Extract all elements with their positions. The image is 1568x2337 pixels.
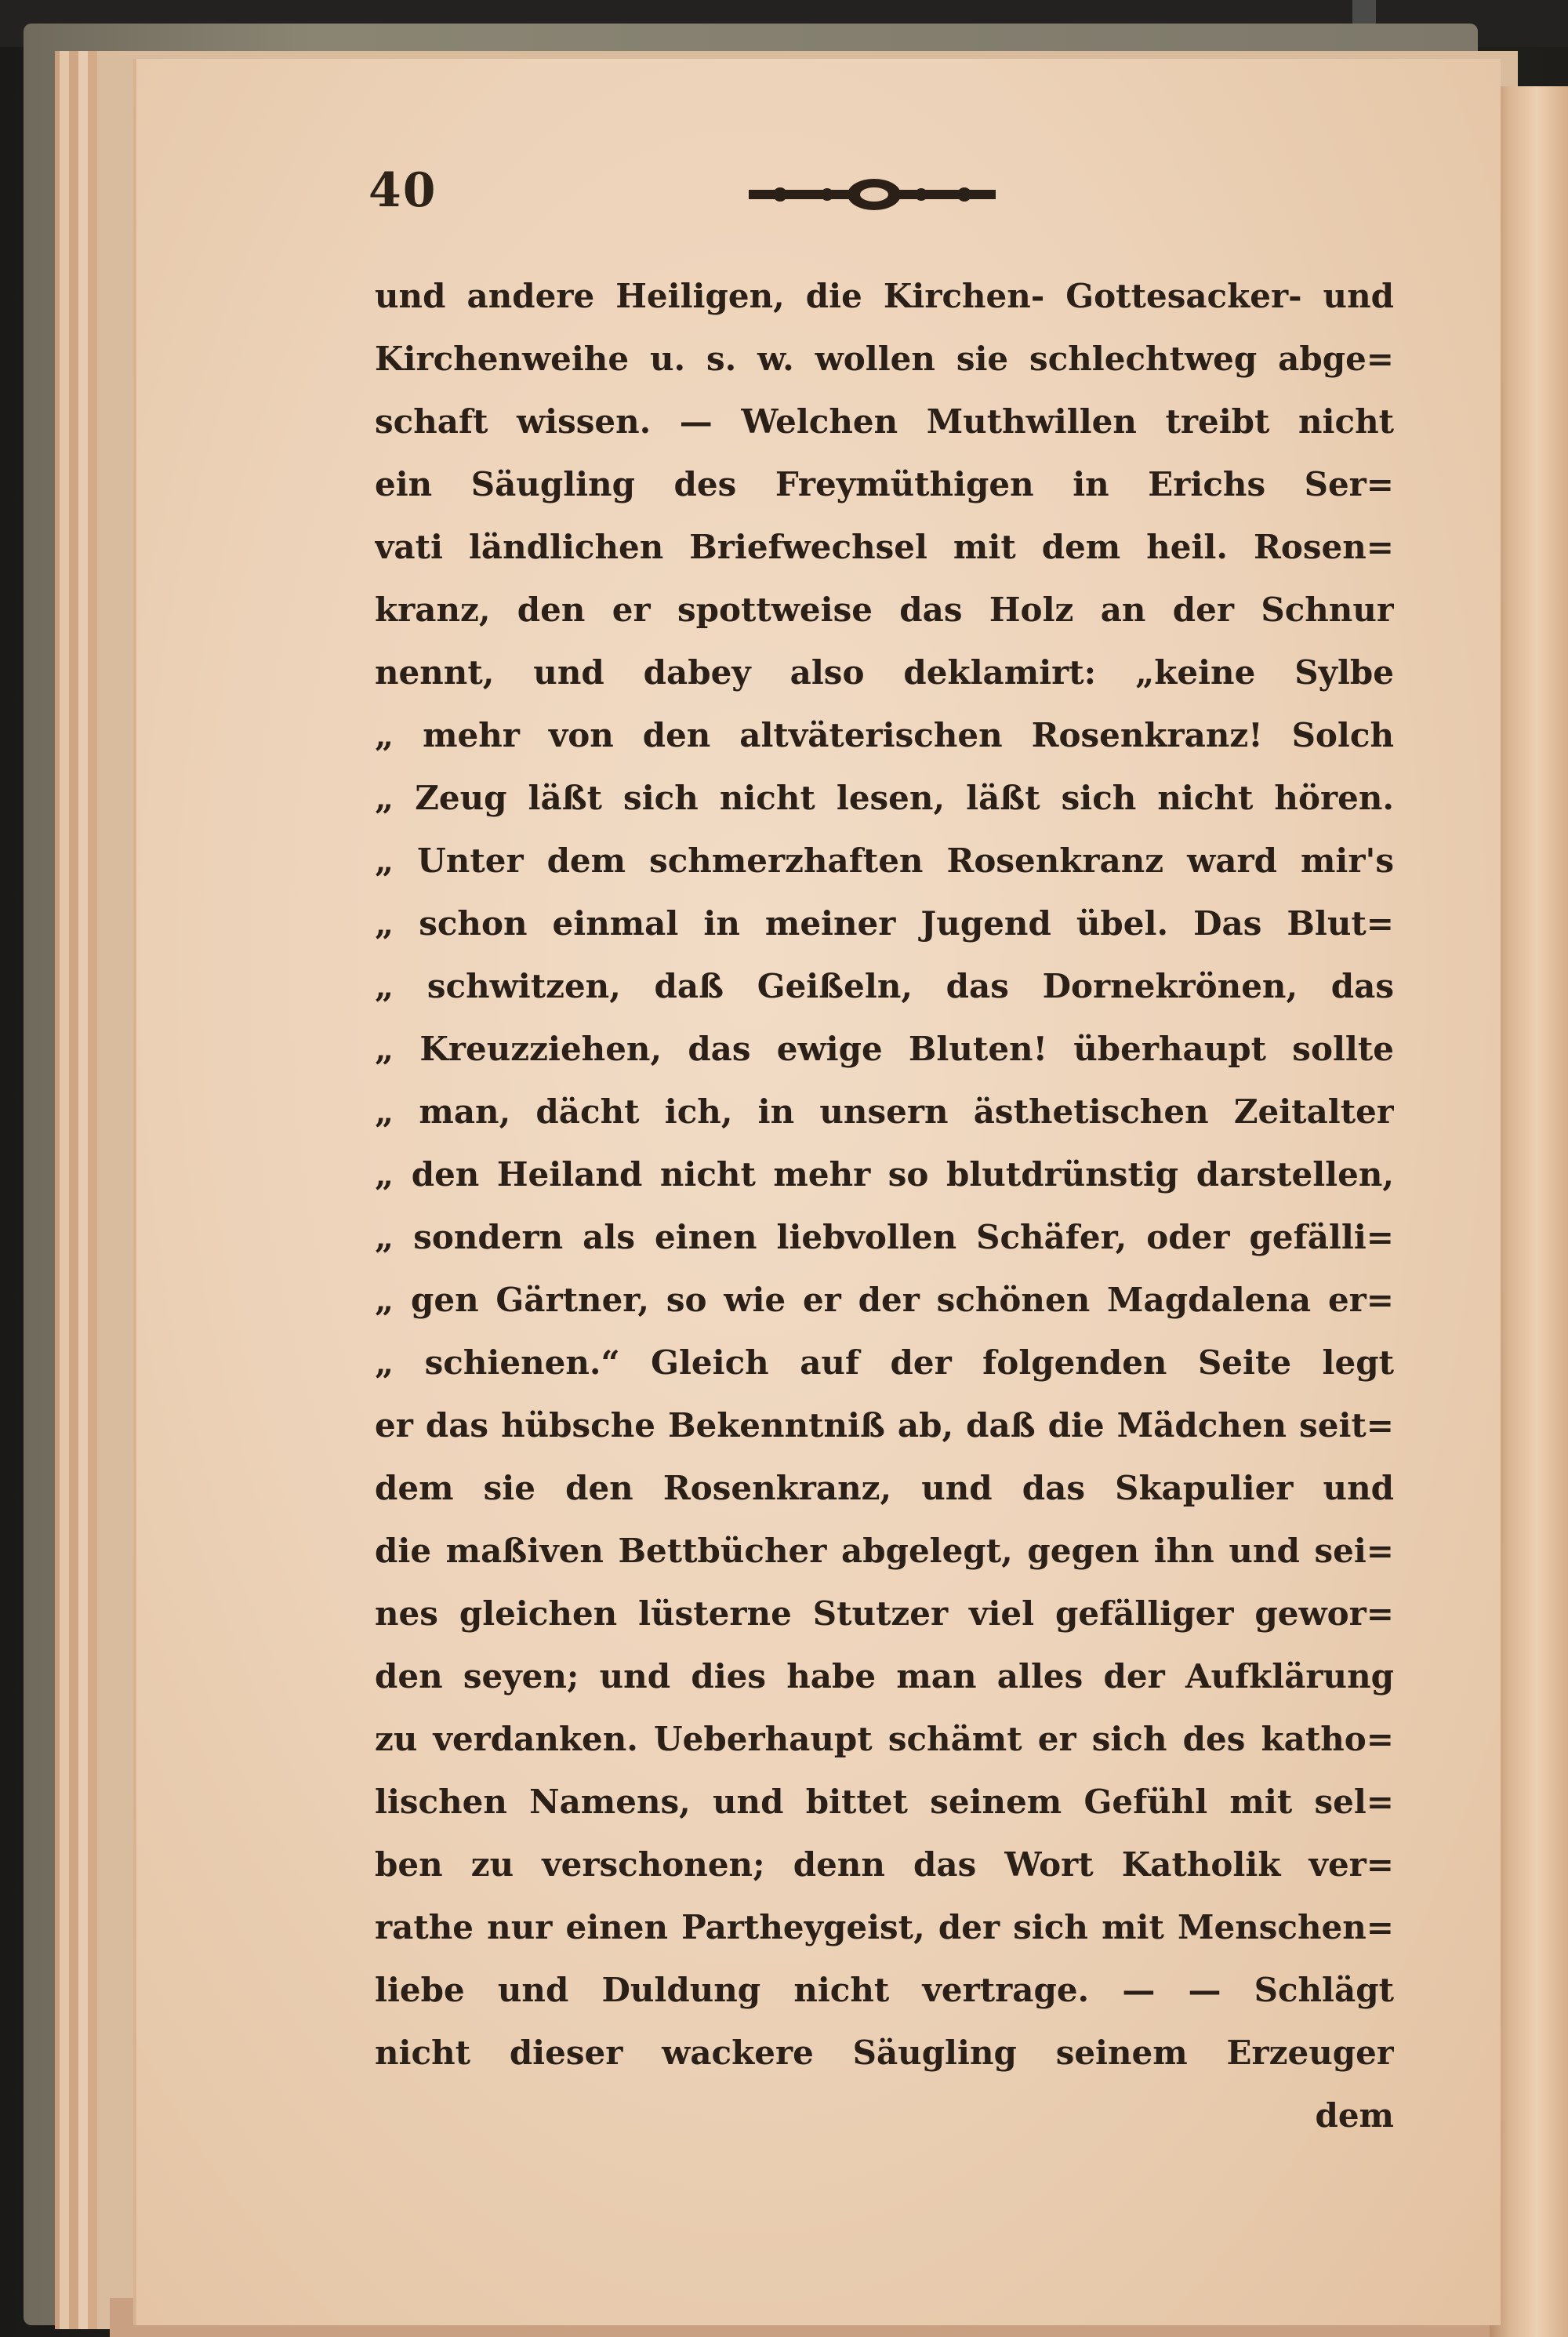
text-line: nicht dieser wackere Säugling seinem Erzeuger xyxy=(375,2034,1394,2072)
text-line: den seyen; und dies habe man alles der Aufklärung xyxy=(375,1657,1394,1696)
text-line: schaft wissen. — Welchen Muthwillen treibt nicht xyxy=(375,402,1394,441)
text-line: rathe nur einen Partheygeist, der sich mit Menschen= xyxy=(375,1908,1394,1946)
text-line: nennt, und dabey also deklamirt: „keine Sylbe xyxy=(375,653,1394,692)
text-line: und andere Heiligen, die Kirchen- Gottesacker- und xyxy=(375,277,1394,315)
text-line: „ Kreuzziehen, das ewige Bluten! überhaupt sollte xyxy=(375,1030,1394,1068)
page-number: 40 xyxy=(368,163,437,218)
text-line: lischen Namens, und bittet seinem Gefühl mit sel= xyxy=(375,1783,1394,1821)
text-line: Kirchenweihe u. s. w. wollen sie schlechtweg abge= xyxy=(375,340,1394,378)
ornament-icon xyxy=(749,179,996,210)
text-line: „ den Heiland nicht mehr so blutdrünstig darstellen, xyxy=(375,1155,1394,1194)
text-line: „ gen Gärtner, so wie er der schönen Magdalena er= xyxy=(375,1281,1394,1319)
text-line: kranz, den er spottweise das Holz an der Schnur xyxy=(375,591,1394,629)
text-line: nes gleichen lüsterne Stutzer viel gefälliger gewor= xyxy=(375,1594,1394,1633)
text-line: „ schwitzen, daß Geißeln, das Dornekrönen, das xyxy=(375,967,1394,1005)
text-line: vati ländlichen Briefwechsel mit dem heil. Rosen= xyxy=(375,528,1394,566)
text-line: liebe und Duldung nicht vertrage. — — Schlägt xyxy=(375,1971,1394,2009)
text-line: „ Zeug läßt sich nicht lesen, läßt sich nicht hören. xyxy=(375,779,1394,817)
facing-page-edge xyxy=(1490,86,1568,2337)
text-line: „ mehr von den altväterischen Rosenkranz! Solch xyxy=(375,716,1394,754)
text-line: ein Säugling des Freymüthigen in Erichs Ser= xyxy=(375,465,1394,503)
text-line: „ sondern als einen liebvollen Schäfer, oder gefälli= xyxy=(375,1218,1394,1256)
text-line: „ schienen.“ Gleich auf der folgenden Seite legt xyxy=(375,1343,1394,1382)
text-line: er das hübsche Bekenntniß ab, daß die Mädchen seit= xyxy=(375,1406,1394,1445)
text-line: die maßiven Bettbücher abgelegt, gegen ihn und sei= xyxy=(375,1532,1394,1570)
text-line: ben zu verschonen; denn das Wort Katholik ver= xyxy=(375,1845,1394,1884)
text-line: zu verdanken. Ueberhaupt schämt er sich des katho= xyxy=(375,1720,1394,1758)
body-text xyxy=(375,265,1394,2147)
catchword: dem xyxy=(1315,2096,1394,2135)
text-line: dem sie den Rosenkranz, und das Skapulier und xyxy=(375,1469,1394,1507)
text-line: „ man, dächt ich, in unsern ästhetischen Zeitalter xyxy=(375,1092,1394,1131)
text-line: „ Unter dem schmerzhaften Rosenkranz ward mir's xyxy=(375,841,1394,880)
text-line: „ schon einmal in meiner Jugend übel. Das Blut= xyxy=(375,904,1394,943)
